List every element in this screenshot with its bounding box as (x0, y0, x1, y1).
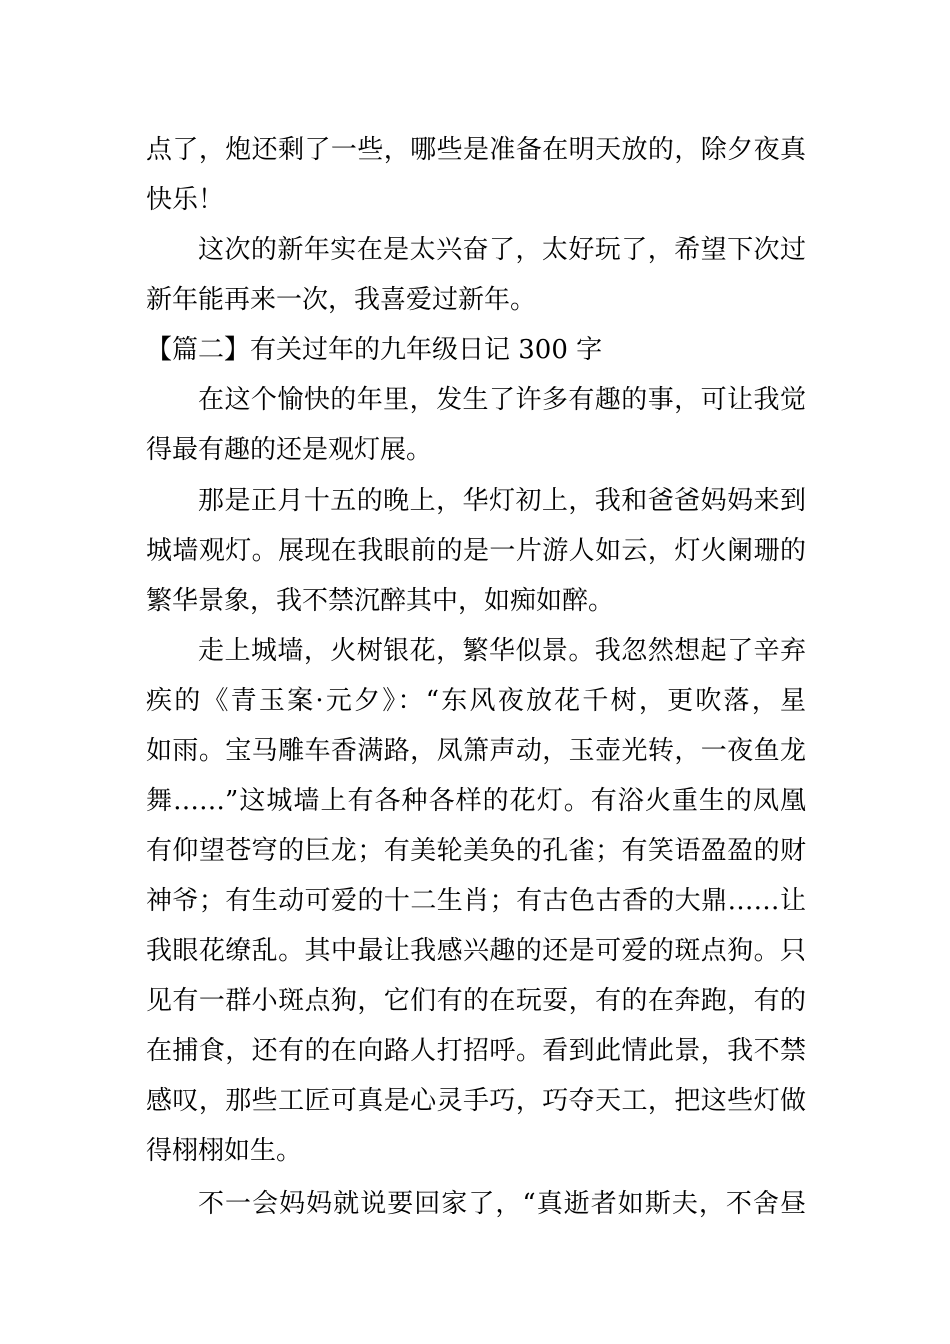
section-heading: 【篇二】有关过年的九年级日记 300 字 (146, 335, 603, 365)
text-line: 有仰望苍穹的巨龙；有美轮美奂的孔雀；有笑语盈盈的财 (146, 836, 806, 866)
text-line: 新年能再来一次，我喜爱过新年。 (146, 285, 537, 315)
text-line: 城墙观灯。展现在我眼前的是一片游人如云，灯火阑珊的 (146, 536, 806, 566)
text-line: 得最有趣的还是观灯展。 (146, 435, 433, 465)
text-line: 得栩栩如生。 (146, 1136, 303, 1166)
text-line: 走上城墙，火树银花，繁华似景。我忽然想起了辛弃 (198, 636, 806, 666)
text-line: 舞……”这城墙上有各种各样的花灯。有浴火重生的凤凰 (146, 786, 806, 816)
text-line: 见有一群小斑点狗，它们有的在玩耍，有的在奔跑，有的 (146, 986, 806, 1016)
text-line: 疾的《青玉案·元夕》：“东风夜放花千树，更吹落，星 (146, 686, 806, 716)
text-line: 那是正月十五的晚上，华灯初上，我和爸爸妈妈来到 (198, 486, 806, 516)
text-line: 这次的新年实在是太兴奋了，太好玩了，希望下次过 (198, 235, 806, 265)
text-line: 点了，炮还剩了一些，哪些是准备在明天放的，除夕夜真 (146, 135, 806, 165)
text-line: 不一会妈妈就说要回家了，“真逝者如斯夫，不舍昼 (198, 1189, 806, 1219)
text-line: 神爷；有生动可爱的十二生肖；有古色古香的大鼎……让 (146, 886, 806, 916)
text-line: 快乐！ (146, 185, 225, 215)
text-line: 感叹，那些工匠可真是心灵手巧，巧夺天工，把这些灯做 (146, 1086, 806, 1116)
text-line: 繁华景象，我不禁沉醉其中，如痴如醉。 (146, 586, 615, 616)
text-line: 在捕食，还有的在向路人打招呼。看到此情此景，我不禁 (146, 1036, 806, 1066)
text-line: 我眼花缭乱。其中最让我感兴趣的还是可爱的斑点狗。只 (146, 936, 806, 966)
text-line: 在这个愉快的年里，发生了许多有趣的事，可让我觉 (198, 385, 806, 415)
text-line: 如雨。宝马雕车香满路，凤箫声动，玉壶光转，一夜鱼龙 (146, 736, 806, 766)
